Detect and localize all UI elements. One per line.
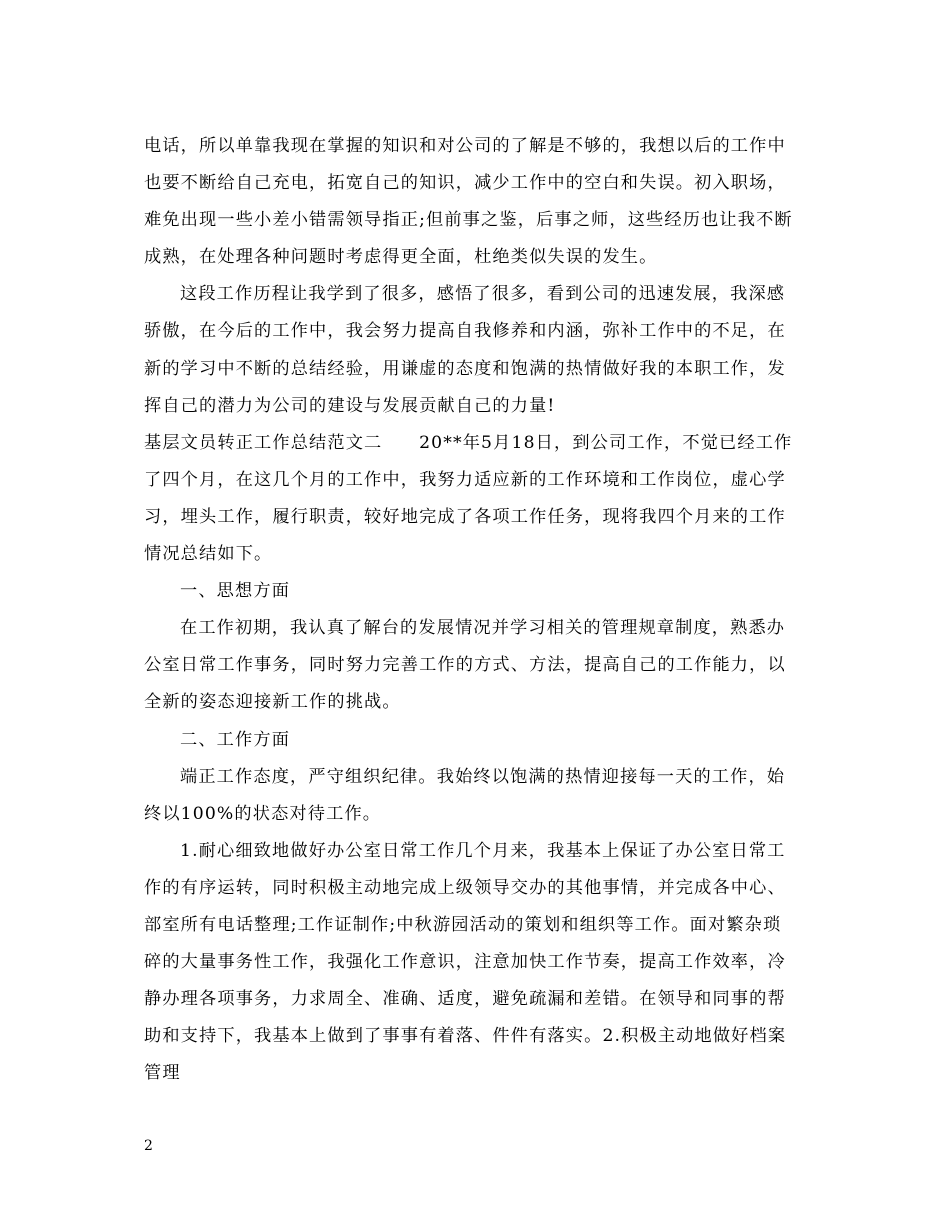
text-line: 情况总结如下。 bbox=[144, 544, 273, 565]
paragraph-start-line: 这段工作历程让我学到了很多，感悟了很多，看到公司的迅速发展，我深感 bbox=[180, 284, 786, 305]
text-line: 管理 bbox=[144, 1063, 181, 1084]
subheading-line: 一、思想方面 bbox=[180, 581, 291, 602]
text-line: 成熟，在处理各种问题时考虑得更全面，杜绝类似失误的发生。 bbox=[144, 247, 658, 268]
text-line: 了四个月，在这几个月的工作中，我努力适应新的工作环境和工作岗位，虚心学 bbox=[144, 469, 786, 490]
text-line: 电话，所以单靠我现在掌握的知识和对公司的了解是不够的，我想以后的工作中 bbox=[144, 136, 786, 156]
page-number: 2 bbox=[144, 1138, 153, 1154]
text-line: 挥自己的潜力为公司的建设与发展贡献自己的力量! bbox=[144, 395, 556, 416]
text-line: 也要不断给自己充电，拓宽自己的知识，减少工作中的空白和失误。初入职场， bbox=[144, 173, 786, 194]
text-line: 部室所有电话整理;工作证制作;中秋游园活动的策划和组织等工作。面对繁杂琐 bbox=[144, 914, 782, 935]
text-line: 公室日常工作事务，同时努力完善工作的方式、方法，提高自己的工作能力，以 bbox=[144, 655, 786, 676]
text-line: 作的有序运转，同时积极主动地完成上级领导交办的其他事情，并完成各中心、 bbox=[144, 877, 786, 898]
text-line: 静办理各项事务，力求周全、准确、适度，避免疏漏和差错。在领导和同事的帮 bbox=[144, 989, 786, 1010]
subheading-line: 二、工作方面 bbox=[180, 729, 291, 750]
text-line: 终以100%的状态对待工作。 bbox=[144, 803, 382, 824]
paragraph-start-line: 1.耐心细致地做好办公室日常工作几个月来，我基本上保证了办公室日常工 bbox=[180, 840, 786, 861]
text-line: 骄傲，在今后的工作中，我会努力提高自我修养和内涵，弥补工作中的不足，在 bbox=[144, 321, 786, 342]
text-line: 助和支持下，我基本上做到了事事有着落、件件有落实。2.积极主动地做好档案 bbox=[144, 1026, 787, 1047]
text-line: 碎的大量事务性工作，我强化工作意识，注意加快工作节奏，提高工作效率，冷 bbox=[144, 952, 786, 973]
section-title-line: 基层文员转正工作总结范文二 20**年5月18日，到公司工作，不觉已经工作 bbox=[144, 432, 793, 453]
text-line: 难免出现一些小差小错需领导指正;但前事之鉴，后事之师，这些经历也让我不断 bbox=[144, 210, 793, 231]
paragraph-start-line: 端正工作态度，严守组织纪律。我始终以饱满的热情迎接每一天的工作，始 bbox=[180, 766, 786, 787]
text-line: 全新的姿态迎接新工作的挑战。 bbox=[144, 692, 401, 713]
text-line: 习，埋头工作，履行职责，较好地完成了各项工作任务，现将我四个月来的工作 bbox=[144, 506, 786, 527]
paragraph-start-line: 在工作初期，我认真了解台的发展情况并学习相关的管理规章制度，熟悉办 bbox=[180, 618, 786, 639]
text-line: 新的学习中不断的总结经验，用谦虚的态度和饱满的热情做好我的本职工作，发 bbox=[144, 358, 786, 379]
document-body bbox=[144, 128, 808, 1092]
